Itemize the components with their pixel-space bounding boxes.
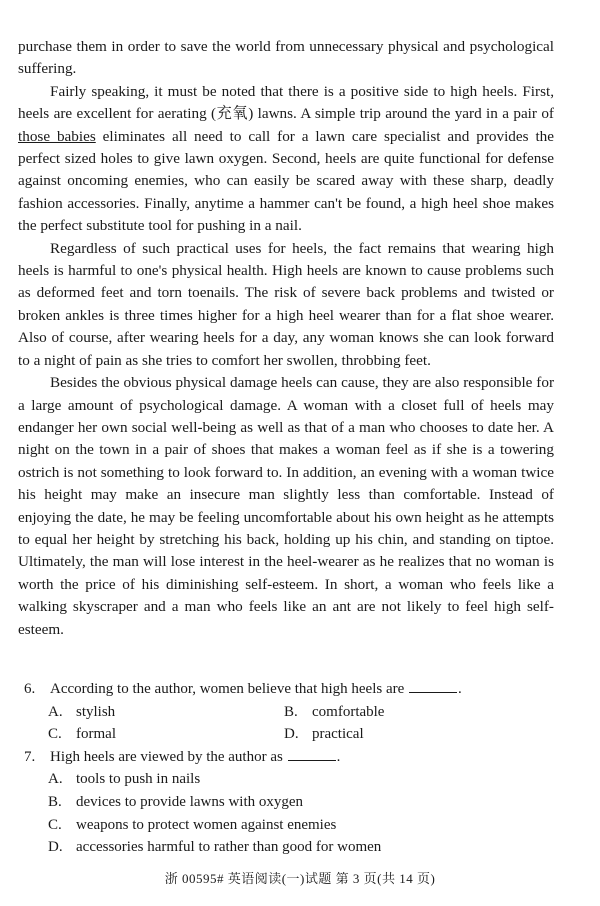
paragraph-4: Besides the obvious physical damage heels can cause, they are also responsible for a large amount of psychological damage. A woman with a closet full of heels may endanger her own social well-being as well as that of a man who chooses to date her. A night on the town in a pair of shoes that makes a woman feel as if she is a towering ostrich is not something to look forward to. In addition, an evening with a woman twice his height may make an insecure man slightly less than comfortable. Instead of enjoying the date, he may be feeling uncomfortable about his own height as he attempts to equal her height by stretching his back, holding up his chin, and standing on tiptoe. Ultimately, the man will lose interest in the heel-wearer as he realizes that no woman is worth the price of his diminishing self-esteem. In short, a woman who feels like a walking skyscraper and a man who feels like an ant are not likely to feel high self-esteem.: [18, 374, 554, 638]
answer-blank: [288, 746, 336, 761]
option-text: practical: [312, 726, 364, 743]
option-letter: A.: [48, 771, 63, 788]
option-letter: D.: [48, 839, 63, 856]
paragraph-1: purchase them in order to save the world from unnecessary physical and psychological suffering.: [18, 38, 554, 78]
paragraph-3: Regardless of such practical uses for heels, the fact remains that wearing high heels is harmful to one's physical health. High heels are known to cause problems such as deformed feet and torn toenails. The risk of severe back problems and twisted or broken ankles is three times higher for a high heel wearer than for a flat shoe wearer. Also of course, after wearing heels for a day, any woman knows she can look forward to a night of pain as she tries to comfort her swollen, throbbing feet.: [18, 239, 554, 369]
question-text-before: According to the author, women believe that high heels are: [50, 681, 405, 697]
option-text: weapons to protect women against enemies: [76, 816, 337, 833]
option-letter: B.: [48, 793, 62, 810]
question-stem: [24, 678, 544, 701]
option-letter: B.: [284, 703, 298, 720]
question-number: 7.: [24, 748, 36, 765]
option-a[interactable]: [48, 768, 544, 791]
paragraph-2: [18, 81, 554, 238]
question-7: [24, 746, 544, 859]
option-d[interactable]: [284, 723, 520, 746]
question-list: [24, 678, 544, 859]
paragraph-2-part-1: Fairly speaking, it must be noted that there is a positive side to high heels. First, heels are excellent for aerating (充氧) lawns. A simple trip around the yard in a pair of: [18, 82, 554, 123]
question-text-after: .: [458, 681, 462, 697]
option-letter: C.: [48, 726, 62, 743]
option-b[interactable]: [48, 791, 544, 814]
question-text-before: High heels are viewed by the author as: [50, 748, 283, 765]
option-text: comfortable: [312, 703, 385, 720]
option-letter: A.: [48, 703, 63, 720]
option-text: devices to provide lawns with oxygen: [76, 793, 304, 810]
question-text: [50, 746, 340, 769]
question-stem: [24, 746, 544, 769]
paragraph-2-part-2: eliminates all need to call for a lawn care specialist and provides the perfect sized holes to give lawn oxygen. Second, heels are quite functional for defense against oncoming enemies, who can easily be scared away with these sharp, deadly fashion accessories. Finally, anytime a hammer can't be found, a high heel shoe makes the perfect substitute tool for pushing in a nail.: [18, 127, 555, 235]
option-c[interactable]: [48, 814, 544, 837]
option-text: formal: [76, 726, 116, 743]
option-grid: [24, 701, 544, 746]
option-text: tools to push in nails: [76, 771, 201, 788]
option-text: stylish: [76, 703, 116, 720]
option-letter: C.: [48, 816, 62, 833]
option-c[interactable]: [48, 723, 284, 746]
option-a[interactable]: [48, 701, 284, 724]
underlined-phrase: those babies: [18, 127, 96, 145]
question-text-after: .: [336, 748, 341, 765]
option-d[interactable]: [48, 836, 544, 859]
option-letter: D.: [284, 726, 299, 743]
answer-blank: [409, 678, 457, 693]
question-6: [24, 678, 544, 746]
option-list: [24, 768, 544, 858]
question-text: [50, 678, 462, 701]
option-b[interactable]: [284, 701, 520, 724]
reading-passage: [18, 36, 554, 641]
option-text: accessories harmful to rather than good for women: [76, 839, 382, 856]
question-number: 6.: [24, 681, 36, 697]
page-footer: 浙 00595# 英语阅读(一)试题 第 3 页(共 14 页): [164, 871, 436, 886]
